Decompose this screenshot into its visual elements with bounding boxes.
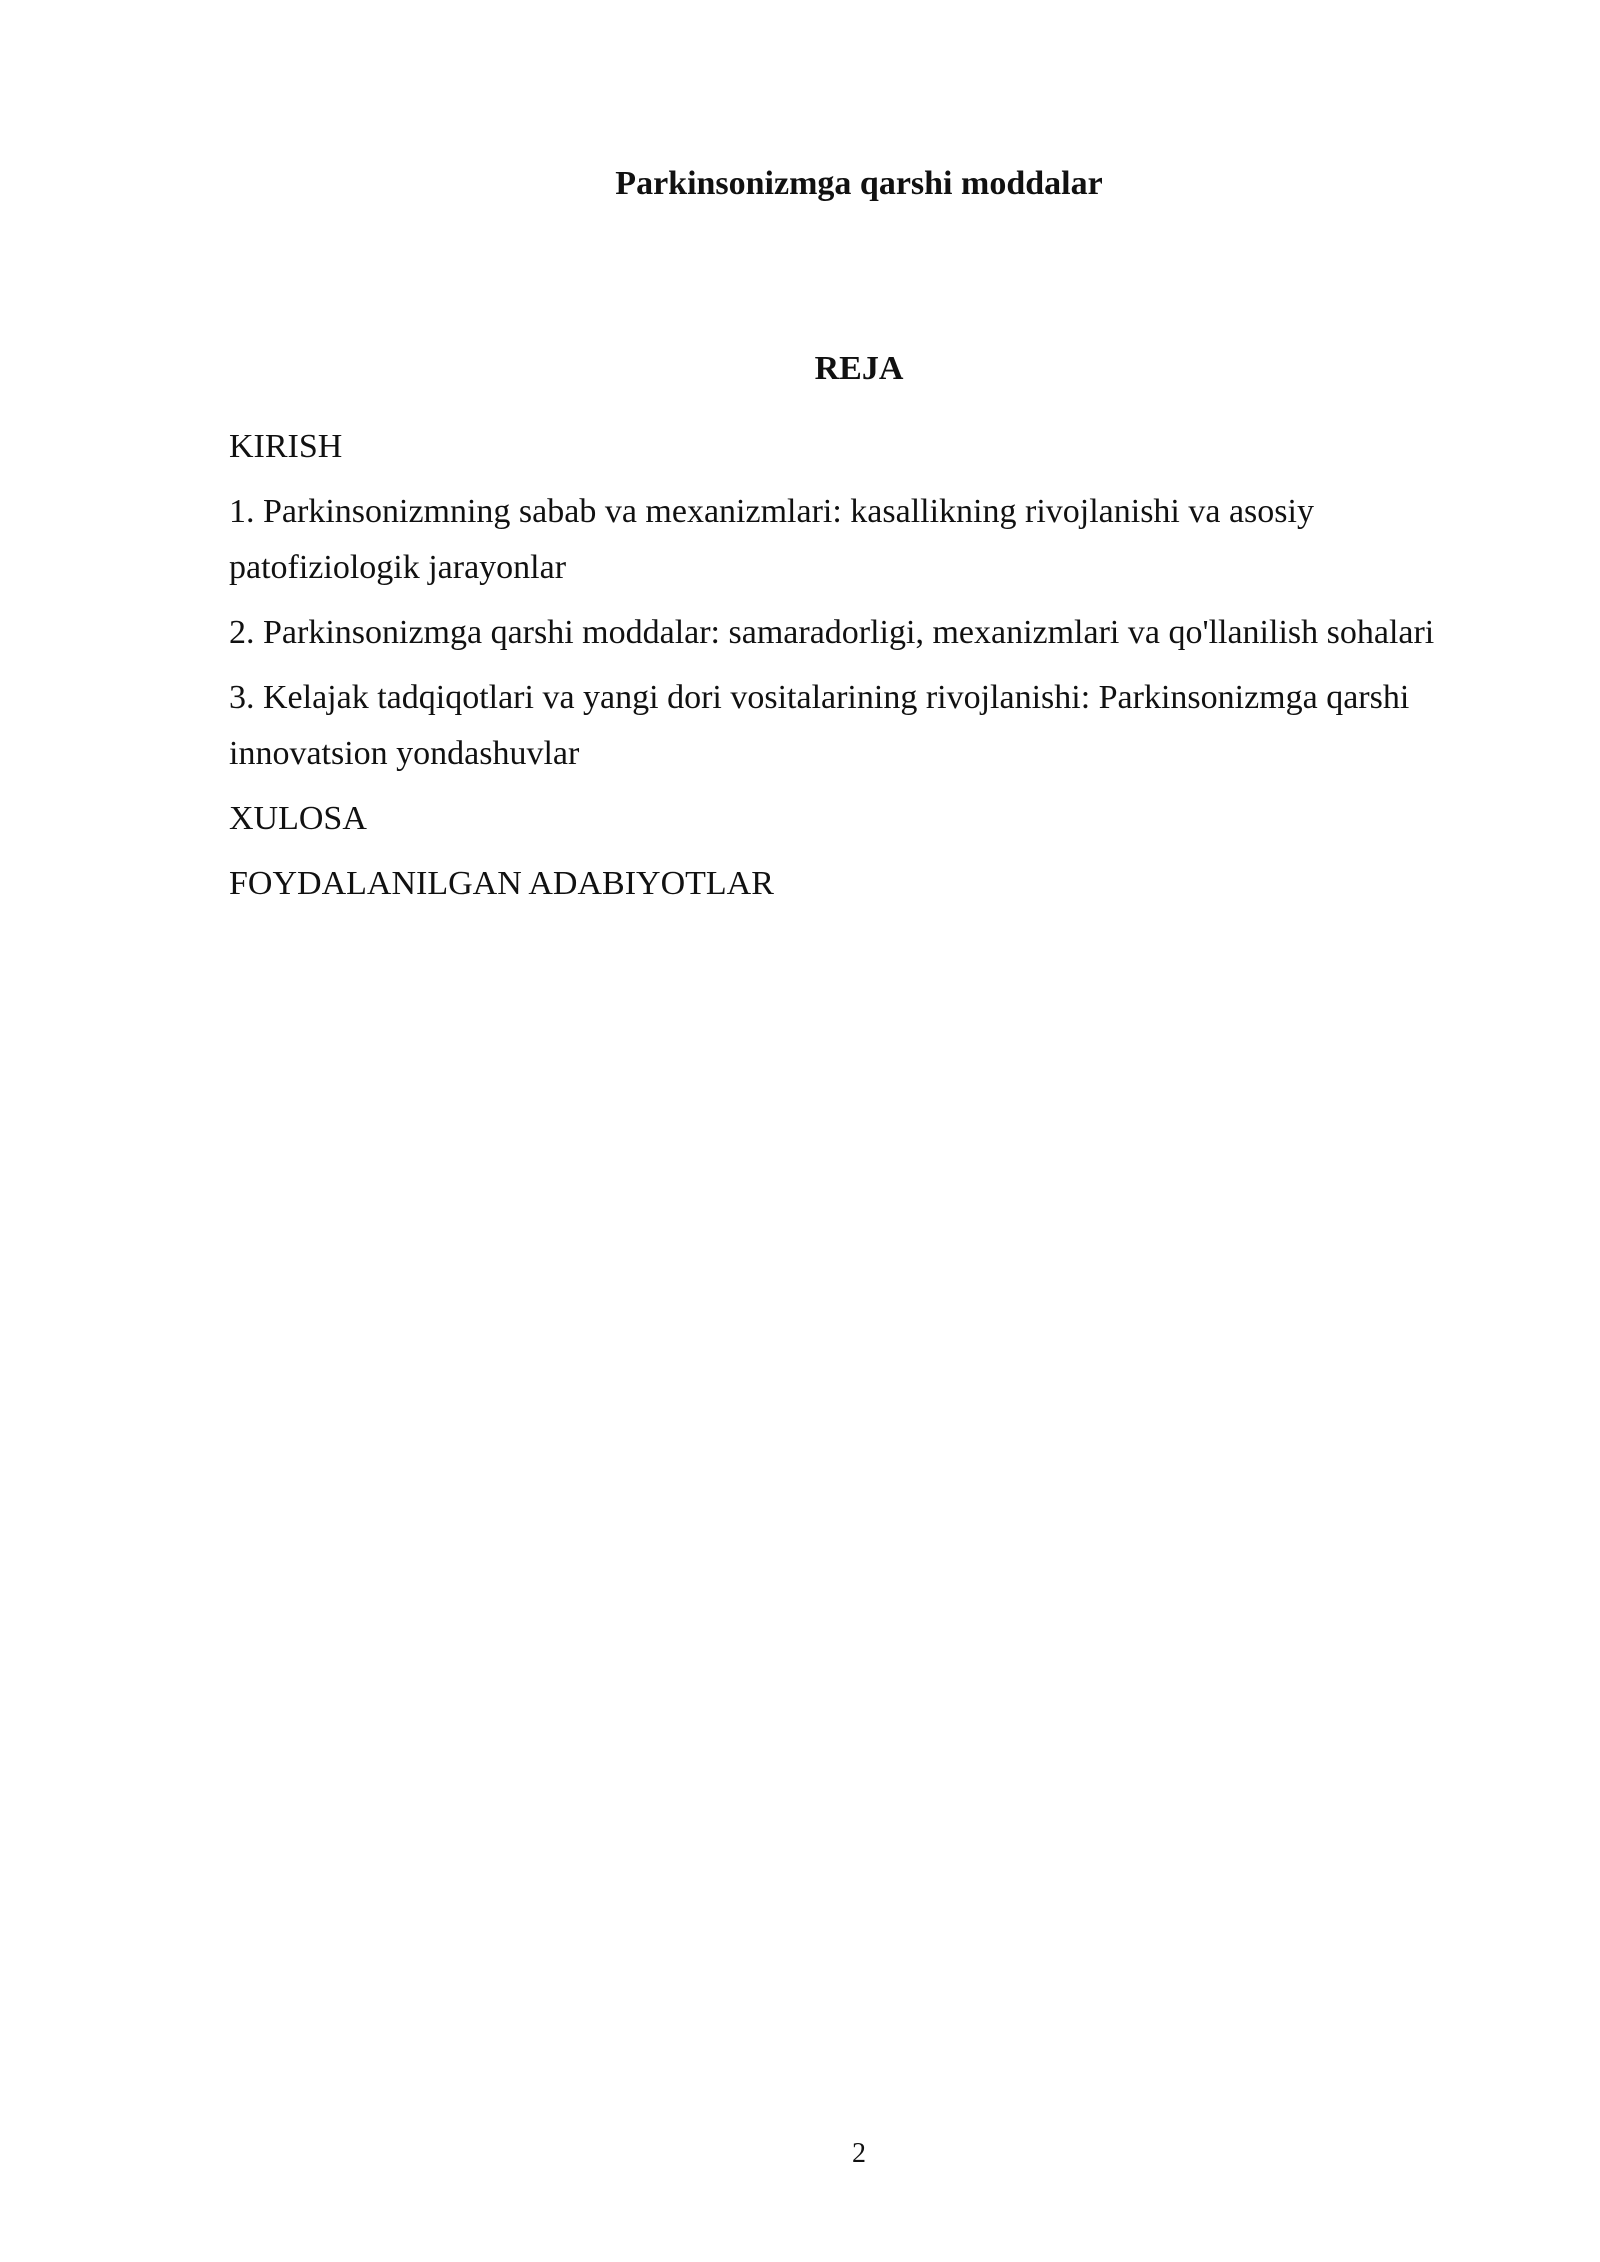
plan-item-references: FOYDALANILGAN ADABIYOTLAR [229,865,774,902]
page-number: 2 [852,2138,866,2169]
plan-list [229,419,1449,921]
document-title: Parkinsonizmga qarshi moddalar [615,165,1103,202]
plan-item-introduction: KIRISH [229,428,343,465]
plan-item-1: 1. Parkinsonizmning sabab va mexanizmlari: kasallikning rivojlanishi va asosiy patofiziologik jarayonlar [229,493,1314,586]
plan-item-3: 3. Kelajak tadqiqotlari va yangi dori vositalarining rivojlanishi: Parkinsonizmga qarshi innovatsion yondashuvlar [229,679,1410,772]
plan-heading: REJA [814,350,904,387]
plan-item-conclusion: XULOSA [229,800,367,837]
plan-item-2: 2. Parkinsonizmga qarshi moddalar: samaradorligi, mexanizmlari va qo'llanilish sohalari [229,614,1435,651]
